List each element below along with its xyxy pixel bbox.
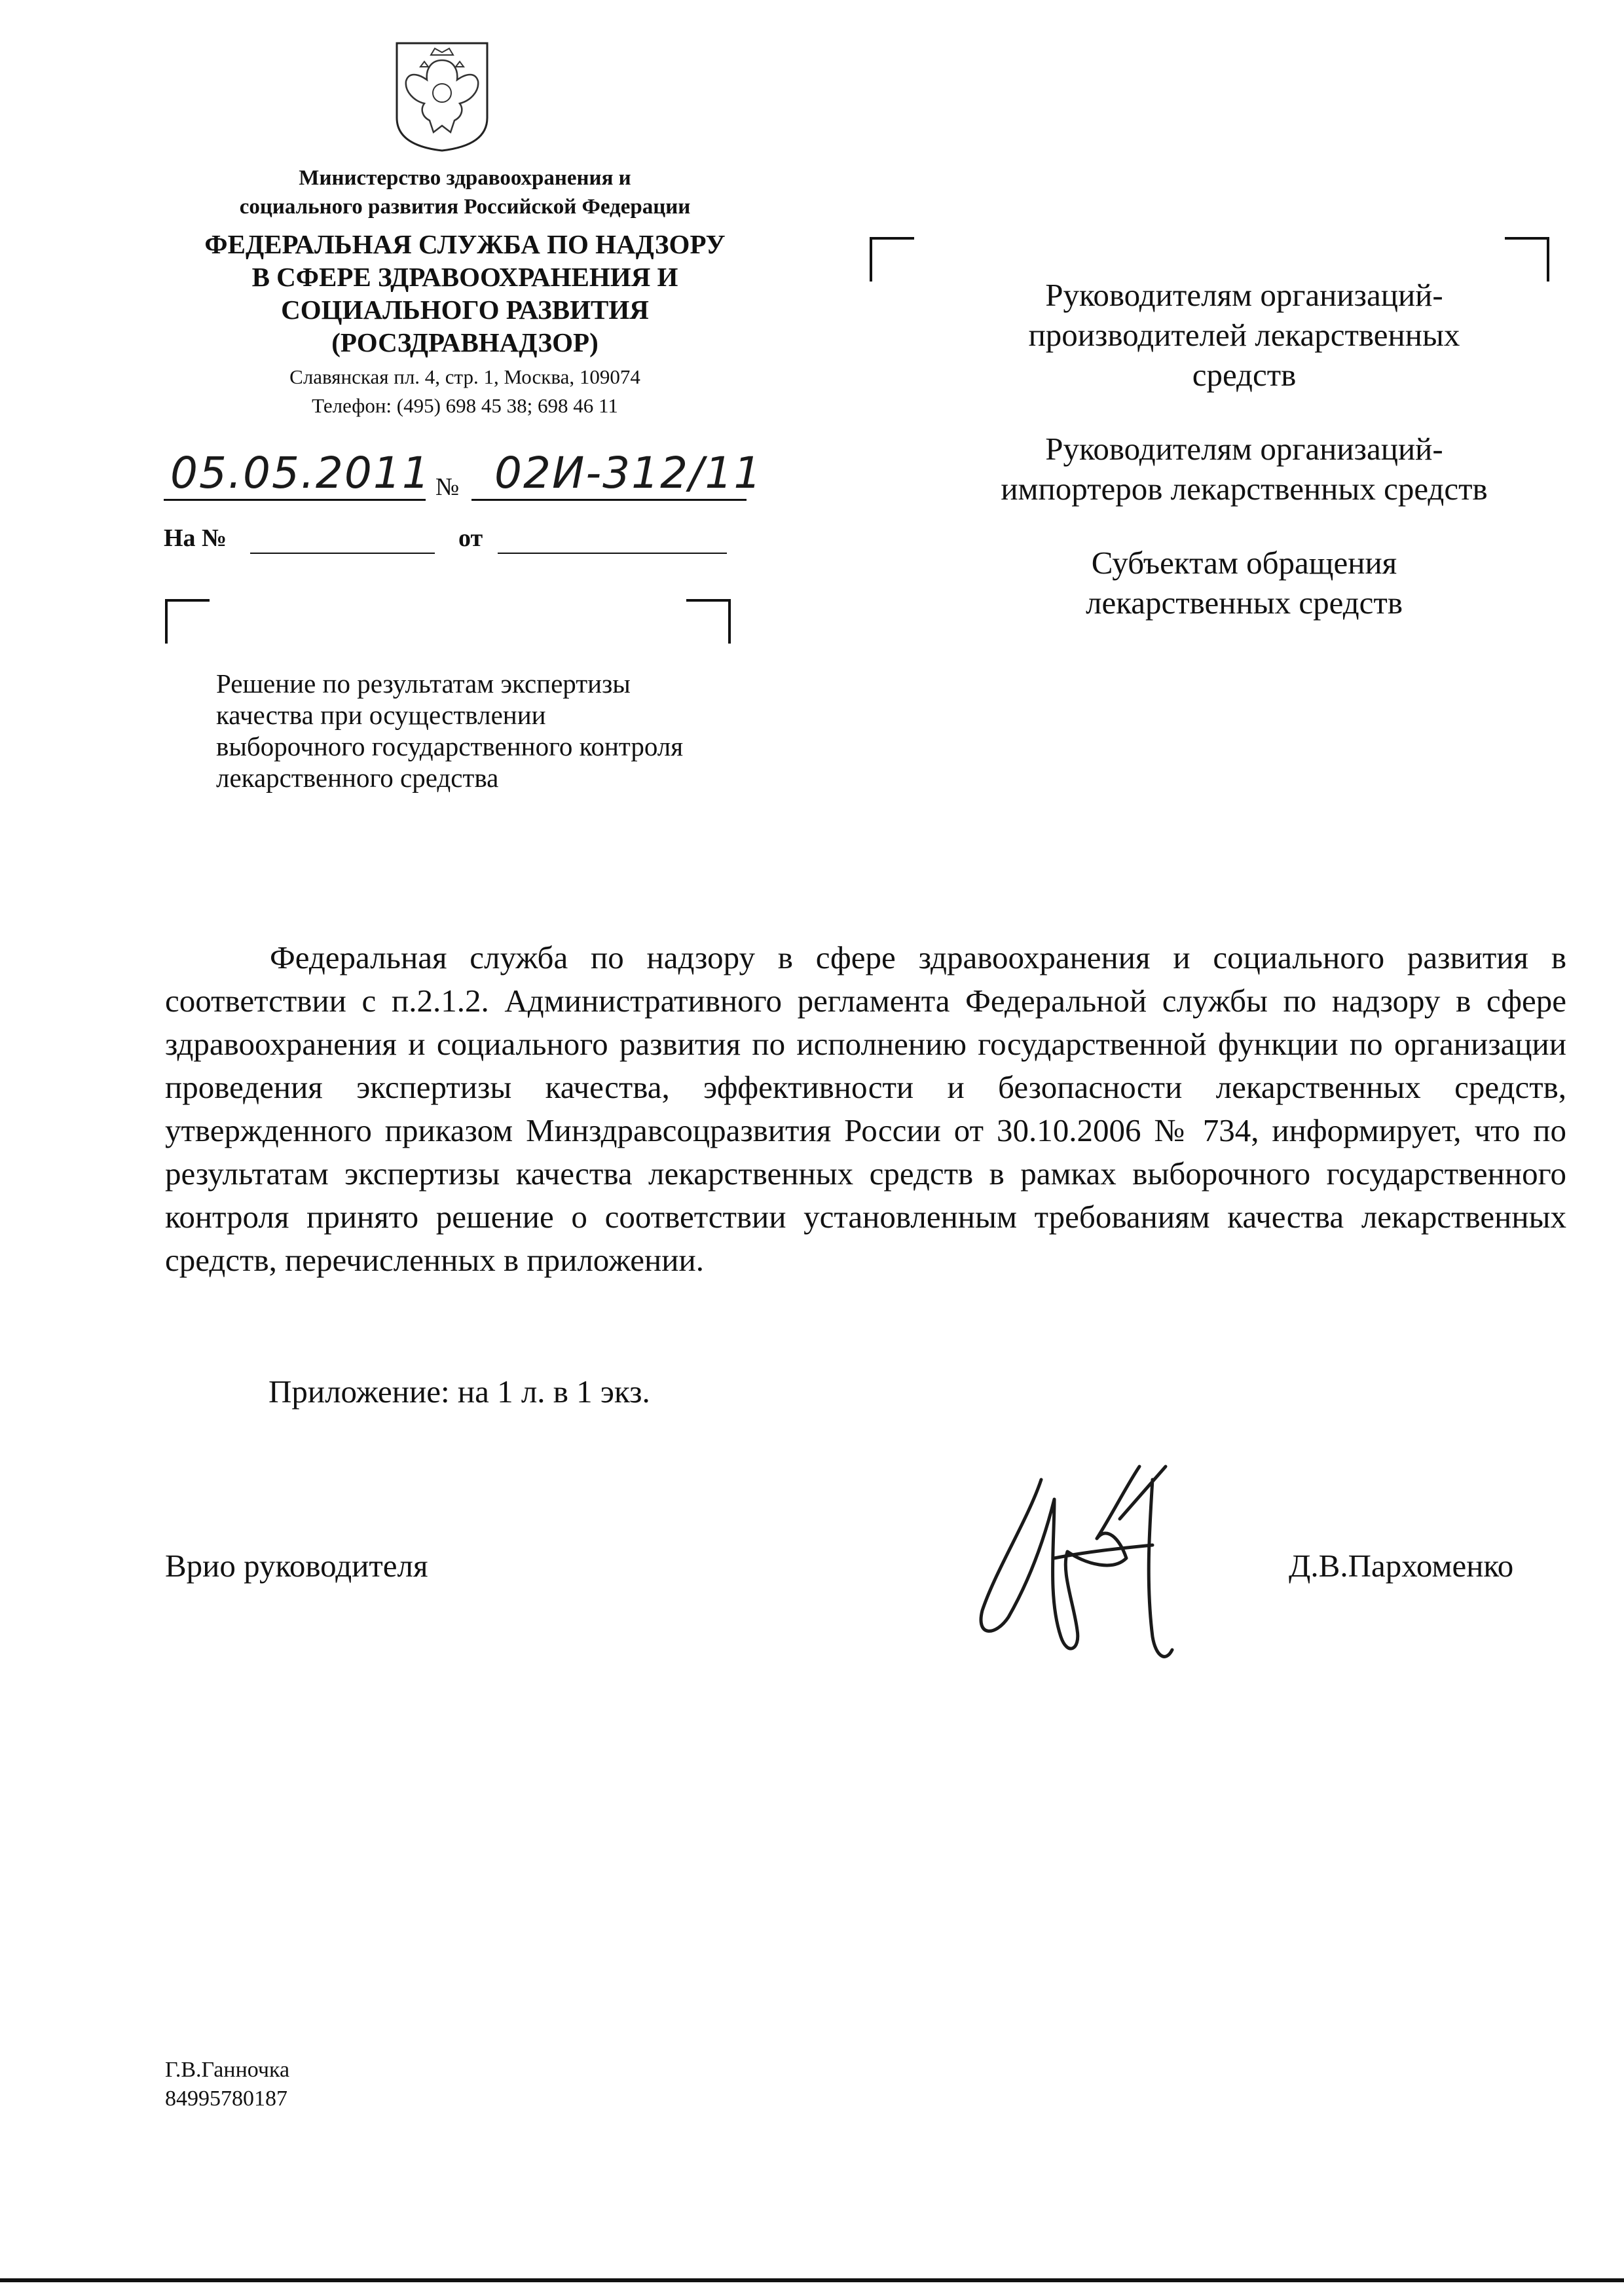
letter-body: Федеральная служба по надзору в сфере здравоохранения и социального развития в соответствии с п.2.1.2. Административного регламента Федеральной службы по надзору в сфере здравоохранения и социального развития по исполнению государственной функции по организации проведения экспертизы качества, эффективности и безопасности лекарственных средств, утвержденного приказом Минздравсоцразвития России от 30.10.2006 № 734, информирует, что по результатам экспертизы качества лекарственных средств в рамках выборочного государственного контроля принято решение о соответствии установленным требованиям качества лекарственных средств, перечисленных в приложении. [165, 939, 1566, 1278]
executor-info [165, 2056, 289, 2113]
sender-address: Славянская пл. 4, стр. 1, Москва, 109074 Телефон: (495) 698 45 38; 698 46 11 [138, 363, 792, 420]
letter-subject: Решение по результатам экспертизы качества при осуществлении выборочного государственного контроля лекарственного средства [216, 668, 684, 793]
service-name: ФЕДЕРАЛЬНАЯ СЛУЖБА ПО НАДЗОРУ В СФЕРЕ ЗДРАВООХРАНЕНИЯ И СОЦИАЛЬНОГО РАЗВИТИЯ (РОСЗДРАВНАДЗОР) [204, 229, 726, 357]
handwritten-signature-icon [956, 1440, 1205, 1689]
handwritten-number: 02И-312/11 [494, 448, 763, 498]
appendix-note: Приложение: на 1 л. в 1 экз. [268, 1374, 650, 1410]
reply-number-blank [250, 553, 435, 554]
addressee-importers: Руководителям организаций- импортеров лекарственных средств [1001, 431, 1488, 507]
registration-line [164, 448, 763, 511]
reply-label: На № [164, 524, 227, 552]
sender-header [138, 164, 792, 420]
addressee-corner-left [870, 237, 914, 282]
signatory-role: Врио руководителя [165, 1548, 428, 1584]
subject-corner-left [165, 599, 210, 644]
date-underline [164, 499, 426, 501]
signatory-name: Д.В.Пархоменко [1289, 1548, 1514, 1584]
from-date-blank [498, 553, 727, 554]
addressee-manufacturers: Руководителям организаций- производителей лекарственных средств [1028, 277, 1460, 393]
executor-phone: 84995780187 [165, 2086, 287, 2111]
handwritten-date: 05.05.2011 [170, 448, 431, 498]
number-sign: № [435, 473, 460, 501]
sender-phone: Телефон: (495) 698 45 38; 698 46 11 [312, 394, 618, 417]
addressee-subjects: Субъектам обращения лекарственных средств [1086, 545, 1403, 621]
russian-coat-of-arms-icon [392, 41, 492, 153]
number-underline [471, 499, 747, 501]
subject-corner-right [686, 599, 731, 644]
from-label: от [458, 524, 483, 552]
ministry-name: Министерство здравоохранения и социального развития Российской Федерации [239, 166, 691, 219]
reply-reference-line [164, 524, 753, 563]
executor-name: Г.В.Ганночка [165, 2058, 290, 2082]
bottom-rule [0, 2278, 1624, 2282]
addressees [917, 275, 1572, 657]
